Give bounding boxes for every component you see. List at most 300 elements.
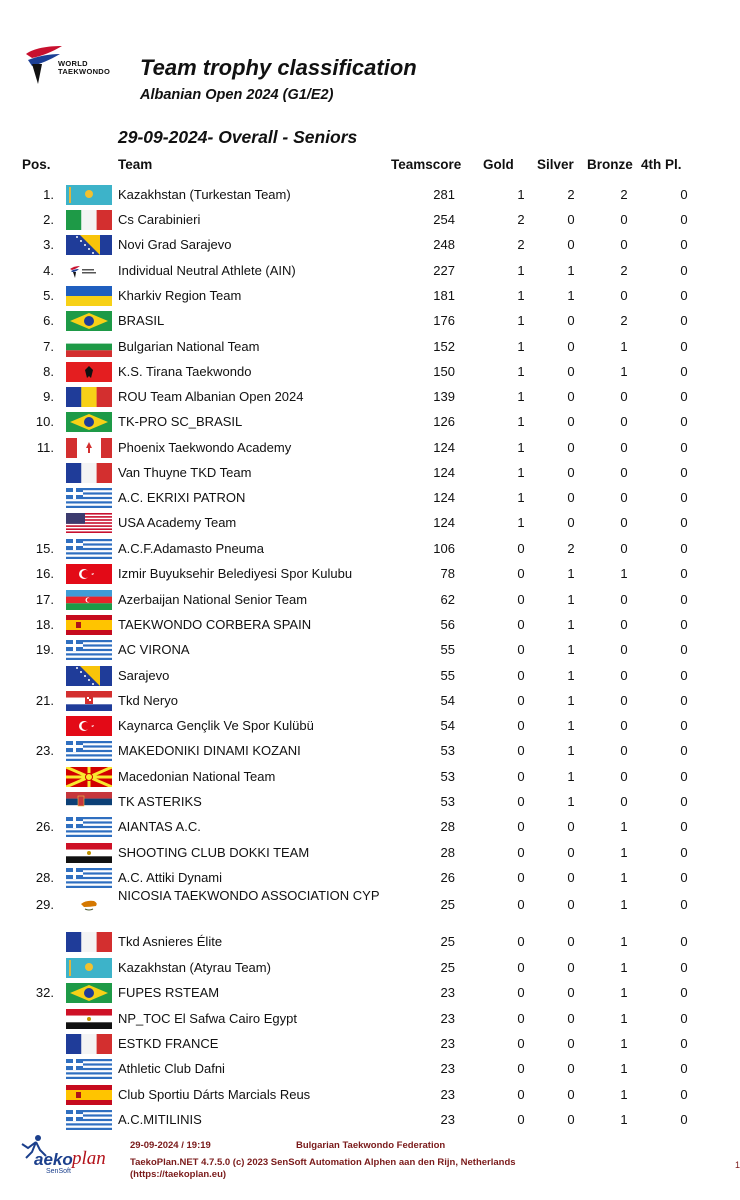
silver-count-cell: 0: [567, 960, 575, 975]
teamscore-cell: 23: [440, 1011, 455, 1026]
team-name-cell: Van Thuyne TKD Team: [118, 465, 252, 480]
bronze-count-cell: 0: [620, 237, 628, 252]
gold-count-cell: 0: [517, 541, 525, 556]
teamscore-cell: 53: [440, 769, 455, 784]
team-name-cell: Athletic Club Dafni: [118, 1061, 225, 1076]
flag-ba-icon: [66, 235, 112, 255]
table-row: [0, 1056, 740, 1081]
gold-count-cell: 0: [517, 1061, 525, 1076]
team-name-cell: TK-PRO SC_BRASIL: [118, 414, 243, 429]
flag-eg-icon: [66, 843, 112, 863]
team-name-cell: SHOOTING CLUB DOKKI TEAM: [118, 845, 310, 860]
teamscore-cell: 62: [440, 592, 455, 607]
flag-tr-icon: [66, 564, 112, 584]
silver-count-cell: 1: [567, 718, 575, 733]
bronze-count-cell: 1: [620, 870, 628, 885]
fourth-place-count-cell: 0: [680, 718, 688, 733]
bronze-count-cell: 1: [620, 960, 628, 975]
fourth-place-count-cell: 0: [680, 566, 688, 581]
bronze-count-cell: 0: [620, 743, 628, 758]
flag-gr-icon: [66, 817, 112, 837]
page-subtitle: Albanian Open 2024 (G1/E2): [140, 87, 334, 103]
rank-cell: 29.: [35, 897, 54, 912]
gold-count-cell: 0: [517, 769, 525, 784]
footer-software: TaekoPlan.NET 4.7.5.0 (c) 2023 SenSoft Automation Alphen aan den Rijn, Netherlands: [130, 1157, 516, 1168]
team-name-cell: FUPES RSTEAM: [118, 985, 220, 1000]
table-row: [0, 1082, 740, 1107]
teamscore-cell: 28: [440, 819, 455, 834]
teamscore-cell: 55: [440, 642, 455, 657]
fourth-place-count-cell: 0: [680, 693, 688, 708]
silver-count-cell: 1: [567, 794, 575, 809]
gold-count-cell: 0: [517, 617, 525, 632]
gold-count-cell: 1: [517, 288, 525, 303]
gold-count-cell: 1: [517, 339, 525, 354]
flag-eg-icon: [66, 1009, 112, 1029]
silver-count-cell: 0: [567, 389, 575, 404]
flag-gr-icon: [66, 1110, 112, 1130]
fourth-place-count-cell: 0: [680, 541, 688, 556]
team-name-cell: A.C.MITILINIS: [118, 1112, 202, 1127]
team-name-cell: USA Academy Team: [118, 515, 237, 530]
flag-mk-icon: [66, 767, 112, 787]
team-name-cell: AIANTAS A.C.: [118, 819, 201, 834]
header-4th-place: 4th Pl.: [641, 157, 682, 172]
team-name-cell: Individual Neutral Athlete (AIN): [118, 263, 296, 278]
flag-ua-icon: [66, 286, 112, 306]
teamscore-cell: 281: [433, 187, 455, 202]
gold-count-cell: 0: [517, 1011, 525, 1026]
footer-datetime: 29-09-2024 / 19:19: [130, 1140, 211, 1151]
fourth-place-count-cell: 0: [680, 870, 688, 885]
table-row: [0, 359, 740, 384]
flag-rs-icon: [66, 792, 112, 812]
flag-kz-icon: [66, 185, 112, 205]
header-teamscore: Teamscore: [391, 157, 462, 172]
bronze-count-cell: 0: [620, 465, 628, 480]
fourth-place-count-cell: 0: [680, 897, 688, 912]
silver-count-cell: 0: [567, 237, 575, 252]
team-name-cell: A.C.F.Adamasto Pneuma: [118, 541, 264, 556]
silver-count-cell: 0: [567, 440, 575, 455]
gold-count-cell: 1: [517, 490, 525, 505]
team-name-cell: Tkd Asnieres Élite: [118, 934, 223, 949]
silver-count-cell: 0: [567, 212, 575, 227]
teamscore-cell: 23: [440, 1087, 455, 1102]
bronze-count-cell: 0: [620, 642, 628, 657]
flag-br-icon: [66, 983, 112, 1003]
silver-count-cell: 0: [567, 515, 575, 530]
table-row: [0, 980, 740, 1005]
bronze-count-cell: 0: [620, 440, 628, 455]
silver-count-cell: 0: [567, 1061, 575, 1076]
footer-federation: Bulgarian Taekwondo Federation: [296, 1140, 446, 1151]
gold-count-cell: 0: [517, 642, 525, 657]
table-row: [0, 929, 740, 954]
flag-br-icon: [66, 311, 112, 331]
rank-cell: 7.: [43, 339, 54, 354]
fourth-place-count-cell: 0: [680, 263, 688, 278]
team-name-cell: Cs Carabinieri: [118, 212, 201, 227]
table-row: [0, 384, 740, 409]
bronze-count-cell: 0: [620, 794, 628, 809]
team-name-cell: Novi Grad Sarajevo: [118, 237, 232, 252]
teamscore-cell: 124: [433, 515, 455, 530]
table-row: [0, 688, 740, 713]
flag-br-icon: [66, 412, 112, 432]
table-row: [0, 814, 740, 839]
bronze-count-cell: 2: [620, 313, 628, 328]
rank-cell: 2.: [43, 212, 54, 227]
flag-fr-icon: [66, 932, 112, 952]
flag-us-icon: [66, 513, 112, 533]
rank-cell: 17.: [35, 592, 54, 607]
silver-count-cell: 2: [567, 187, 575, 202]
wt-logo-line1: WORLD: [58, 59, 88, 68]
gold-count-cell: 0: [517, 668, 525, 683]
table-row: [0, 663, 740, 688]
wt-logo-text: [58, 60, 110, 76]
fourth-place-count-cell: 0: [680, 389, 688, 404]
bronze-count-cell: 1: [620, 819, 628, 834]
silver-count-cell: 0: [567, 1036, 575, 1051]
rank-cell: 18.: [35, 617, 54, 632]
silver-count-cell: 1: [567, 693, 575, 708]
teamscore-cell: 176: [433, 313, 455, 328]
header-bronze: Bronze: [587, 157, 633, 172]
wt-logo-line2: TAEKWONDO: [58, 67, 111, 76]
gold-count-cell: 2: [517, 212, 525, 227]
table-row: [0, 207, 740, 232]
silver-count-cell: 0: [567, 845, 575, 860]
table-row: [0, 1006, 740, 1031]
team-name-cell: Macedonian National Team: [118, 769, 276, 784]
fourth-place-count-cell: 0: [680, 642, 688, 657]
team-name-cell: Sarajevo: [118, 668, 170, 683]
fourth-place-count-cell: 0: [680, 187, 688, 202]
teamscore-cell: 106: [433, 541, 455, 556]
gold-count-cell: 1: [517, 465, 525, 480]
flag-ca-icon: [66, 438, 112, 458]
gold-count-cell: 2: [517, 237, 525, 252]
silver-count-cell: 0: [567, 1112, 575, 1127]
fourth-place-count-cell: 0: [680, 960, 688, 975]
flag-it-icon: [66, 210, 112, 230]
teamscore-cell: 28: [440, 845, 455, 860]
flag-gr-icon: [66, 539, 112, 559]
table-row: [0, 888, 740, 917]
bronze-count-cell: 1: [620, 985, 628, 1000]
teamscore-cell: 53: [440, 743, 455, 758]
fourth-place-count-cell: 0: [680, 1061, 688, 1076]
table-row: [0, 258, 740, 283]
flag-gr-icon: [66, 640, 112, 660]
rank-cell: 16.: [35, 566, 54, 581]
team-name-cell: ESTKD FRANCE: [118, 1036, 219, 1051]
team-name-cell: NP_TOC El Safwa Cairo Egypt: [118, 1011, 297, 1026]
teamscore-cell: 78: [440, 566, 455, 581]
rank-cell: 5.: [43, 288, 54, 303]
teamscore-cell: 124: [433, 465, 455, 480]
table-row: [0, 232, 740, 257]
flag-tr-icon: [66, 716, 112, 736]
teamscore-cell: 54: [440, 718, 455, 733]
table-row: [0, 561, 740, 586]
bronze-count-cell: 1: [620, 897, 628, 912]
team-name-cell: A.C. EKRIXI PATRON: [118, 490, 246, 505]
silver-count-cell: 1: [567, 769, 575, 784]
table-row: [0, 308, 740, 333]
gold-count-cell: 1: [517, 515, 525, 530]
silver-count-cell: 0: [567, 414, 575, 429]
fourth-place-count-cell: 0: [680, 1036, 688, 1051]
taekoplan-logo-part1: aeko: [34, 1150, 73, 1169]
teamscore-cell: 254: [433, 212, 455, 227]
fourth-place-count-cell: 0: [680, 339, 688, 354]
flag-fr-icon: [66, 463, 112, 483]
flag-cy-icon: [66, 895, 112, 915]
team-name-cell: TAEKWONDO CORBERA SPAIN: [118, 617, 312, 632]
fourth-place-count-cell: 0: [680, 845, 688, 860]
gold-count-cell: 0: [517, 985, 525, 1000]
team-name-cell: Bulgarian National Team: [118, 339, 260, 354]
silver-count-cell: 1: [567, 288, 575, 303]
teamscore-cell: 126: [433, 414, 455, 429]
fourth-place-count-cell: 0: [680, 1112, 688, 1127]
bronze-count-cell: 0: [620, 668, 628, 683]
teamscore-cell: 152: [433, 339, 455, 354]
teamscore-cell: 181: [433, 288, 455, 303]
rank-cell: 11.: [36, 440, 54, 455]
teamscore-cell: 25: [440, 934, 455, 949]
table-row: [0, 612, 740, 637]
bronze-count-cell: 1: [620, 339, 628, 354]
fourth-place-count-cell: 0: [680, 440, 688, 455]
bronze-count-cell: 0: [620, 212, 628, 227]
team-name-cell: Izmir Buyuksehir Belediyesi Spor Kulubu: [118, 566, 353, 581]
team-name-cell: Club Sportiu Dárts Marcials Reus: [118, 1087, 311, 1102]
world-taekwondo-logo: [24, 44, 128, 88]
flag-hr-icon: [66, 691, 112, 711]
silver-count-cell: 1: [567, 617, 575, 632]
teamscore-cell: 56: [440, 617, 455, 632]
fourth-place-count-cell: 0: [680, 313, 688, 328]
fourth-place-count-cell: 0: [680, 490, 688, 505]
teamscore-cell: 23: [440, 985, 455, 1000]
table-row: [0, 865, 740, 890]
teamscore-cell: 124: [433, 490, 455, 505]
bronze-count-cell: 1: [620, 566, 628, 581]
silver-count-cell: 2: [567, 541, 575, 556]
rank-cell: 3.: [43, 237, 54, 252]
bronze-count-cell: 1: [620, 1036, 628, 1051]
team-name-cell: Phoenix Taekwondo Academy: [118, 440, 292, 455]
gold-count-cell: 0: [517, 897, 525, 912]
fourth-place-count-cell: 0: [680, 364, 688, 379]
table-row: [0, 955, 740, 980]
rank-cell: 23.: [35, 743, 54, 758]
team-name-cell: Kaynarca Gençlik Ve Spor Kulübü: [118, 718, 314, 733]
footer-url: (https://taekoplan.eu): [130, 1169, 227, 1180]
gold-count-cell: 0: [517, 1112, 525, 1127]
header-team: Team: [118, 157, 153, 172]
silver-count-cell: 0: [567, 465, 575, 480]
bronze-count-cell: 0: [620, 693, 628, 708]
silver-count-cell: 0: [567, 339, 575, 354]
flag-wt-icon: [66, 261, 112, 281]
teamscore-cell: 55: [440, 668, 455, 683]
flag-ba-icon: [66, 666, 112, 686]
table-row: [0, 460, 740, 485]
silver-count-cell: 1: [567, 743, 575, 758]
silver-count-cell: 0: [567, 1087, 575, 1102]
page-number: 1: [734, 1160, 740, 1170]
table-row: [0, 1031, 740, 1056]
teamscore-cell: 54: [440, 693, 455, 708]
rank-cell: 1.: [43, 187, 54, 202]
rank-cell: 6.: [43, 313, 54, 328]
table-row: [0, 637, 740, 662]
rank-cell: 32.: [35, 985, 54, 1000]
team-name-cell: ROU Team Albanian Open 2024: [118, 389, 304, 404]
silver-count-cell: 0: [567, 819, 575, 834]
table-row: [0, 283, 740, 308]
table-row: [0, 713, 740, 738]
flag-az-icon: [66, 590, 112, 610]
teamscore-cell: 23: [440, 1036, 455, 1051]
bronze-count-cell: 0: [620, 515, 628, 530]
gold-count-cell: 1: [517, 364, 525, 379]
team-name-cell: Kazakhstan (Atyrau Team): [118, 960, 271, 975]
silver-count-cell: 1: [567, 642, 575, 657]
flag-kz-icon: [66, 958, 112, 978]
teamscore-cell: 23: [440, 1112, 455, 1127]
table-row: [0, 587, 740, 612]
flag-gr-icon: [66, 1059, 112, 1079]
bronze-count-cell: 0: [620, 718, 628, 733]
silver-count-cell: 1: [567, 566, 575, 581]
table-row: [0, 435, 740, 460]
table-row: [0, 789, 740, 814]
bronze-count-cell: 0: [620, 592, 628, 607]
silver-count-cell: 0: [567, 313, 575, 328]
fourth-place-count-cell: 0: [680, 515, 688, 530]
fourth-place-count-cell: 0: [680, 794, 688, 809]
gold-count-cell: 0: [517, 845, 525, 860]
bronze-count-cell: 1: [620, 934, 628, 949]
silver-count-cell: 1: [567, 263, 575, 278]
header-gold: Gold: [483, 157, 514, 172]
silver-count-cell: 0: [567, 985, 575, 1000]
fourth-place-count-cell: 0: [680, 592, 688, 607]
teamscore-cell: 124: [433, 440, 455, 455]
gold-count-cell: 1: [517, 389, 525, 404]
rank-cell: 10.: [35, 414, 54, 429]
flag-al-icon: [66, 362, 112, 382]
gold-count-cell: 0: [517, 1036, 525, 1051]
fourth-place-count-cell: 0: [680, 769, 688, 784]
flag-fr-icon: [66, 1034, 112, 1054]
rank-cell: 4.: [43, 263, 54, 278]
gold-count-cell: 0: [517, 934, 525, 949]
table-row: [0, 536, 740, 561]
table-row: [0, 840, 740, 865]
silver-count-cell: 0: [567, 364, 575, 379]
team-name-cell: MAKEDONIKI DINAMI KOZANI: [118, 743, 301, 758]
page-title: Team trophy classification: [140, 55, 417, 80]
rank-cell: 26.: [35, 819, 54, 834]
bronze-count-cell: 1: [620, 845, 628, 860]
fourth-place-count-cell: 0: [680, 934, 688, 949]
fourth-place-count-cell: 0: [680, 617, 688, 632]
flag-es-icon: [66, 1085, 112, 1105]
silver-count-cell: 1: [567, 668, 575, 683]
bronze-count-cell: 2: [620, 263, 628, 278]
team-name-cell: AC VIRONA: [118, 642, 190, 657]
gold-count-cell: 1: [517, 440, 525, 455]
taekoplan-logo: [20, 1134, 120, 1178]
bronze-count-cell: 0: [620, 288, 628, 303]
gold-count-cell: 1: [517, 187, 525, 202]
bronze-count-cell: 2: [620, 187, 628, 202]
teamscore-cell: 25: [440, 960, 455, 975]
rank-cell: 28.: [35, 870, 54, 885]
fourth-place-count-cell: 0: [680, 237, 688, 252]
flag-es-icon: [66, 615, 112, 635]
teamscore-cell: 248: [433, 237, 455, 252]
table-row: [0, 334, 740, 359]
table-row: [0, 485, 740, 510]
gold-count-cell: 0: [517, 794, 525, 809]
fourth-place-count-cell: 0: [680, 819, 688, 834]
bronze-count-cell: 1: [620, 1011, 628, 1026]
flag-gr-icon: [66, 868, 112, 888]
flag-ro-icon: [66, 387, 112, 407]
gold-count-cell: 1: [517, 263, 525, 278]
table-row: [0, 1107, 740, 1132]
fourth-place-count-cell: 0: [680, 743, 688, 758]
fourth-place-count-cell: 0: [680, 985, 688, 1000]
bronze-count-cell: 1: [620, 364, 628, 379]
table-row: [0, 738, 740, 763]
team-name-cell: K.S. Tirana Taekwondo: [118, 364, 252, 379]
teamscore-cell: 25: [440, 897, 455, 912]
gold-count-cell: 1: [517, 414, 525, 429]
silver-count-cell: 0: [567, 1011, 575, 1026]
fourth-place-count-cell: 0: [680, 465, 688, 480]
header-silver: Silver: [537, 157, 574, 172]
bronze-count-cell: 1: [620, 1112, 628, 1127]
fourth-place-count-cell: 0: [680, 668, 688, 683]
bronze-count-cell: 0: [620, 414, 628, 429]
flag-bg-icon: [66, 337, 112, 357]
header-pos: Pos.: [22, 157, 51, 172]
rank-cell: 21.: [35, 693, 54, 708]
bronze-count-cell: 0: [620, 541, 628, 556]
taekoplan-logo-part2: plan: [72, 1148, 106, 1169]
team-name-cell: TK ASTERIKS: [118, 794, 202, 809]
bronze-count-cell: 1: [620, 1087, 628, 1102]
team-name-cell: A.C. Attiki Dynami: [118, 870, 223, 885]
fourth-place-count-cell: 0: [680, 212, 688, 227]
rank-cell: 8.: [43, 364, 54, 379]
silver-count-cell: 0: [567, 897, 575, 912]
silver-count-cell: 0: [567, 870, 575, 885]
bronze-count-cell: 1: [620, 1061, 628, 1076]
team-name-cell: Kazakhstan (Turkestan Team): [118, 187, 291, 202]
bronze-count-cell: 0: [620, 617, 628, 632]
gold-count-cell: 0: [517, 1087, 525, 1102]
